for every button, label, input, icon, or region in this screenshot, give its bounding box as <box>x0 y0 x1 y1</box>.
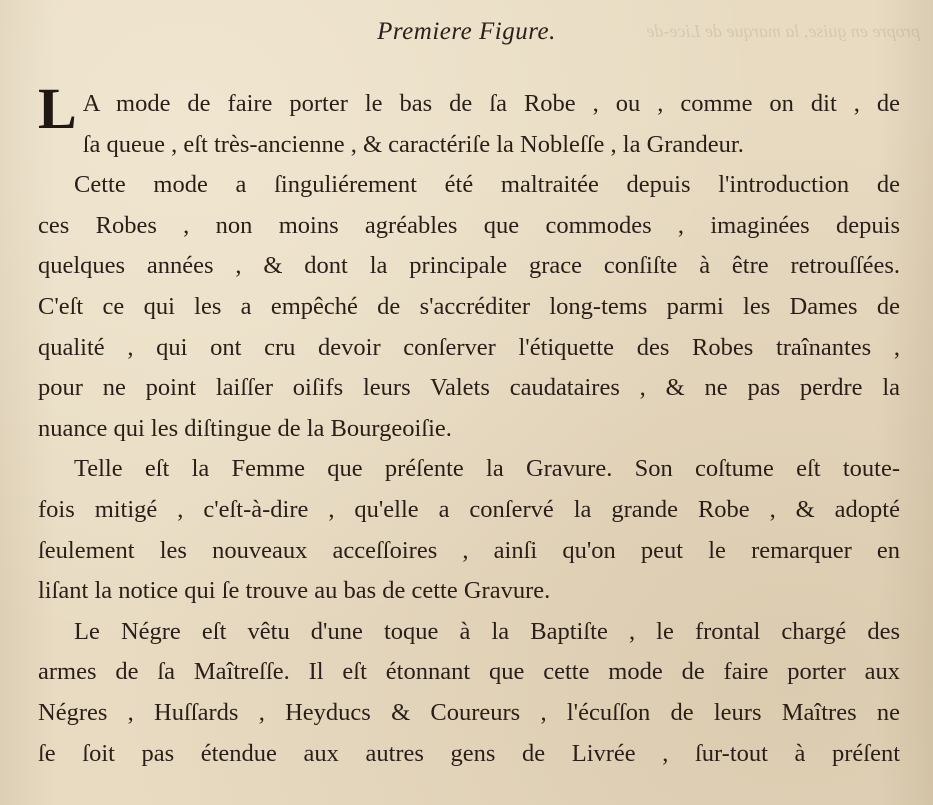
text-line: pour ne point laiſſer oiſifs leurs Valets caudataires , & ne pas perdre la <box>38 374 900 402</box>
bleed-through-text: propre en guise, la marque de Lice-de <box>646 21 920 41</box>
text-line: Cette mode a ſinguliérement été maltraitée depuis l'introduction de <box>74 171 900 199</box>
text-line: C'eſt ce qui les a empêché de s'accréditer long-tems parmi les Dames de <box>38 292 900 320</box>
text-line: nuance qui les diſtingue de la Bourgeoiſie. <box>38 414 452 442</box>
body-text <box>38 76 900 774</box>
text-line: ſeulement les nouveaux acceſſoires , ainſi qu'on peut le remarquer en <box>38 536 900 564</box>
paragraph-1 <box>38 76 900 165</box>
text-line: Le Négre eſt vêtu d'une toque à la Baptiſte , le frontal chargé des <box>74 617 900 645</box>
text-line: fois mitigé , c'eſt-à-dire , qu'elle a conſervé la grande Robe , & adopté <box>38 495 900 523</box>
text-line: quelques années , & dont la principale grace conſiſte à être retrouſſées. <box>38 252 900 280</box>
page-heading: Premiere Figure. <box>377 18 556 45</box>
text-line: qualité , qui ont cru devoir conſerver l'étiquette des Robes traînantes , <box>38 333 900 361</box>
text-line: ſa queue , eſt très-ancienne , & caractériſe la Nobleſſe , la Grandeur. <box>82 130 744 158</box>
text-line: Négres , Huſſards , Heyducs & Coureurs , l'écuſſon de leurs Maîtres ne <box>38 698 900 726</box>
text-line: ſe ſoit pas étendue aux autres gens de Livrée , ſur-tout à préſent <box>38 739 900 767</box>
text-line: ces Robes , non moins agréables que commodes , imaginées depuis <box>38 211 900 239</box>
text-line: liſant la notice qui ſe trouve au bas de cette Gravure. <box>38 577 551 605</box>
paragraph-4 <box>38 612 900 774</box>
paragraph-2 <box>38 165 900 449</box>
drop-cap: L <box>38 76 77 141</box>
text-line: Telle eſt la Femme que préſente la Gravure. Son coſtume eſt toute- <box>74 455 900 483</box>
paragraph-3 <box>38 449 900 611</box>
text-line: armes de ſa Maîtreſſe. Il eſt étonnant que cette mode de faire porter aux <box>38 658 900 686</box>
text-line: A mode de faire porter le bas de ſa Robe , ou , comme on dit , de <box>82 90 900 117</box>
